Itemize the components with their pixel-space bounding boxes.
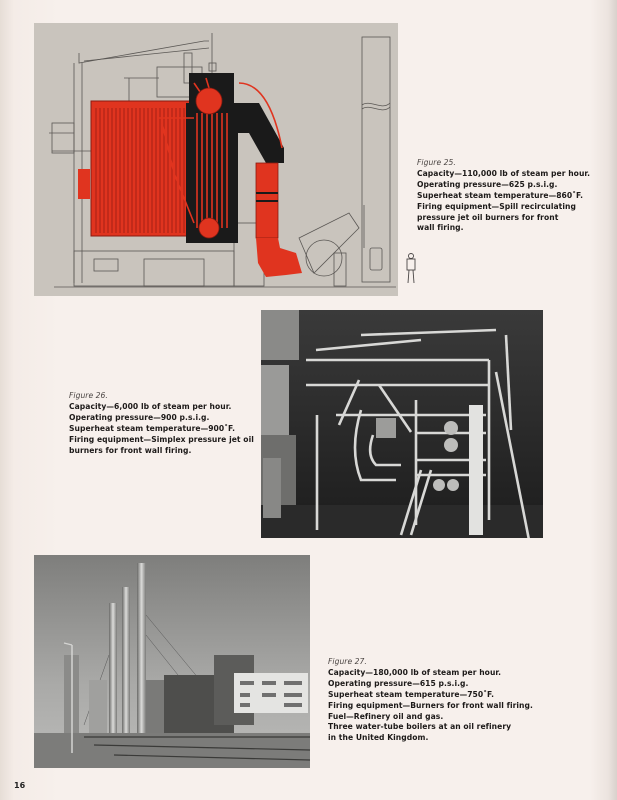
caption-line: Superheat steam temperature—750˚F. [328,689,495,699]
human-scale-figure-icon [404,252,418,284]
caption-line: Firing equipment—Burners for front wall firing. [328,700,533,710]
caption-line: wall firing. [417,223,464,233]
figure-27-refinery-photo [34,555,310,768]
boiler-section-diagram [34,23,398,296]
caption-line: Superheat steam temperature—900˚F. [69,423,236,433]
boiler-front-photo [261,310,543,538]
caption-line: Superheat steam temperature—860˚F. [417,190,584,200]
refinery-photo [34,555,310,768]
caption-line: Three water-tube boilers at an oil refinery [328,722,512,732]
caption-line: in the United Kingdom. [328,733,429,743]
caption-line: Fuel—Refinery oil and gas. [328,711,444,721]
caption-line: Firing equipment—Spill recirculating [417,201,576,211]
figure-25-boiler-diagram [34,23,398,296]
caption-line: Operating pressure—900 p.s.i.g. [69,412,210,422]
figure-26-caption [69,391,254,456]
figure-label: Figure 25. [417,158,456,167]
figure-27-caption [328,657,533,744]
figure-25-caption [417,158,590,234]
caption-line: Capacity—6,000 lb of steam per hour. [69,401,232,411]
caption-line: Firing equipment—Simplex pressure jet oil [69,434,254,444]
caption-line: burners for front wall firing. [69,445,192,455]
figure-26-boiler-photo [261,310,543,538]
caption-line: Capacity—110,000 lb of steam per hour. [417,168,591,178]
figure-label: Figure 27. [328,657,367,666]
figure-label: Figure 26. [69,391,108,400]
caption-line: pressure jet oil burners for front [417,212,559,222]
caption-line: Operating pressure—615 p.s.i.g. [328,678,469,688]
caption-line: Operating pressure—625 p.s.i.g. [417,179,558,189]
caption-line: Capacity—180,000 lb of steam per hour. [328,667,502,677]
page-number: 16 [14,781,26,790]
